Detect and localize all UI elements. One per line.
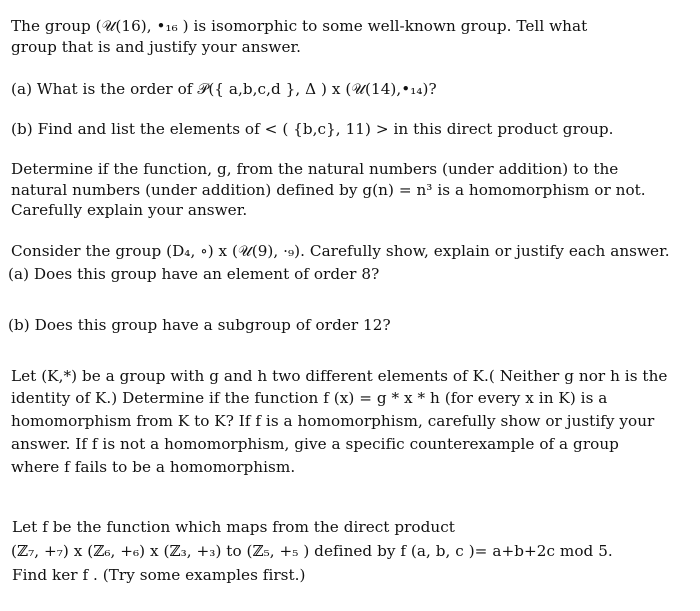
- q1-line-1: The group (𝒰(16), •₁₆ ) is isomorphic to some well-known group. Tell what: [11, 17, 588, 35]
- q5-line-1: Let f be the function which maps from the direct product: [12, 518, 455, 536]
- q3a-line-1: (a) Does this group have an element of order 8?: [8, 265, 380, 283]
- q1a-line-1: (a) What is the order of 𝒫({ a,b,c,d }, Δ ) x (𝒰(14),•₁₄)?: [11, 80, 437, 98]
- q5-line-3: Find ker f . (Try some examples first.): [12, 566, 306, 584]
- q4-line-4: answer. If f is not a homomorphism, give a specific counterexample of a group: [11, 435, 619, 453]
- q4-line-3: homomorphism from K to K? If f is a homomorphism, carefully show or justify your: [11, 412, 655, 430]
- q5-line-2: (ℤ₇, +₇) x (ℤ₆, +₆) x (ℤ₃, +₃) to (ℤ₅, +₅ ) defined by f (a, b, c )= a+b+2c mod 5.: [11, 542, 613, 560]
- q1b-line-1: (b) Find and list the elements of < ( {b,c}, 11) > in this direct product group.: [11, 120, 614, 138]
- q3b-line-1: (b) Does this group have a subgroup of order 12?: [8, 316, 391, 334]
- q4-line-2: identity of K.) Determine if the function f (x) = g * x * h (for every x in K) is a: [11, 389, 608, 407]
- q2-line-3: Carefully explain your answer.: [11, 201, 248, 219]
- q1-line-2: group that is and justify your answer.: [11, 38, 301, 56]
- q2-line-1: Determine if the function, g, from the natural numbers (under addition) to the: [11, 160, 619, 178]
- q3-line-1: Consider the group (D₄, ∘) x (𝒰(9), ·₉). Carefully show, explain or justify each answer.: [11, 242, 670, 260]
- q4-line-1: Let (K,*) be a group with g and h two different elements of K.( Neither g nor h is the: [11, 367, 668, 385]
- q4-line-5: where f fails to be a homomorphism.: [11, 458, 296, 476]
- q2-line-2: natural numbers (under addition) defined by g(n) = n³ is a homomorphism or not.: [11, 181, 646, 199]
